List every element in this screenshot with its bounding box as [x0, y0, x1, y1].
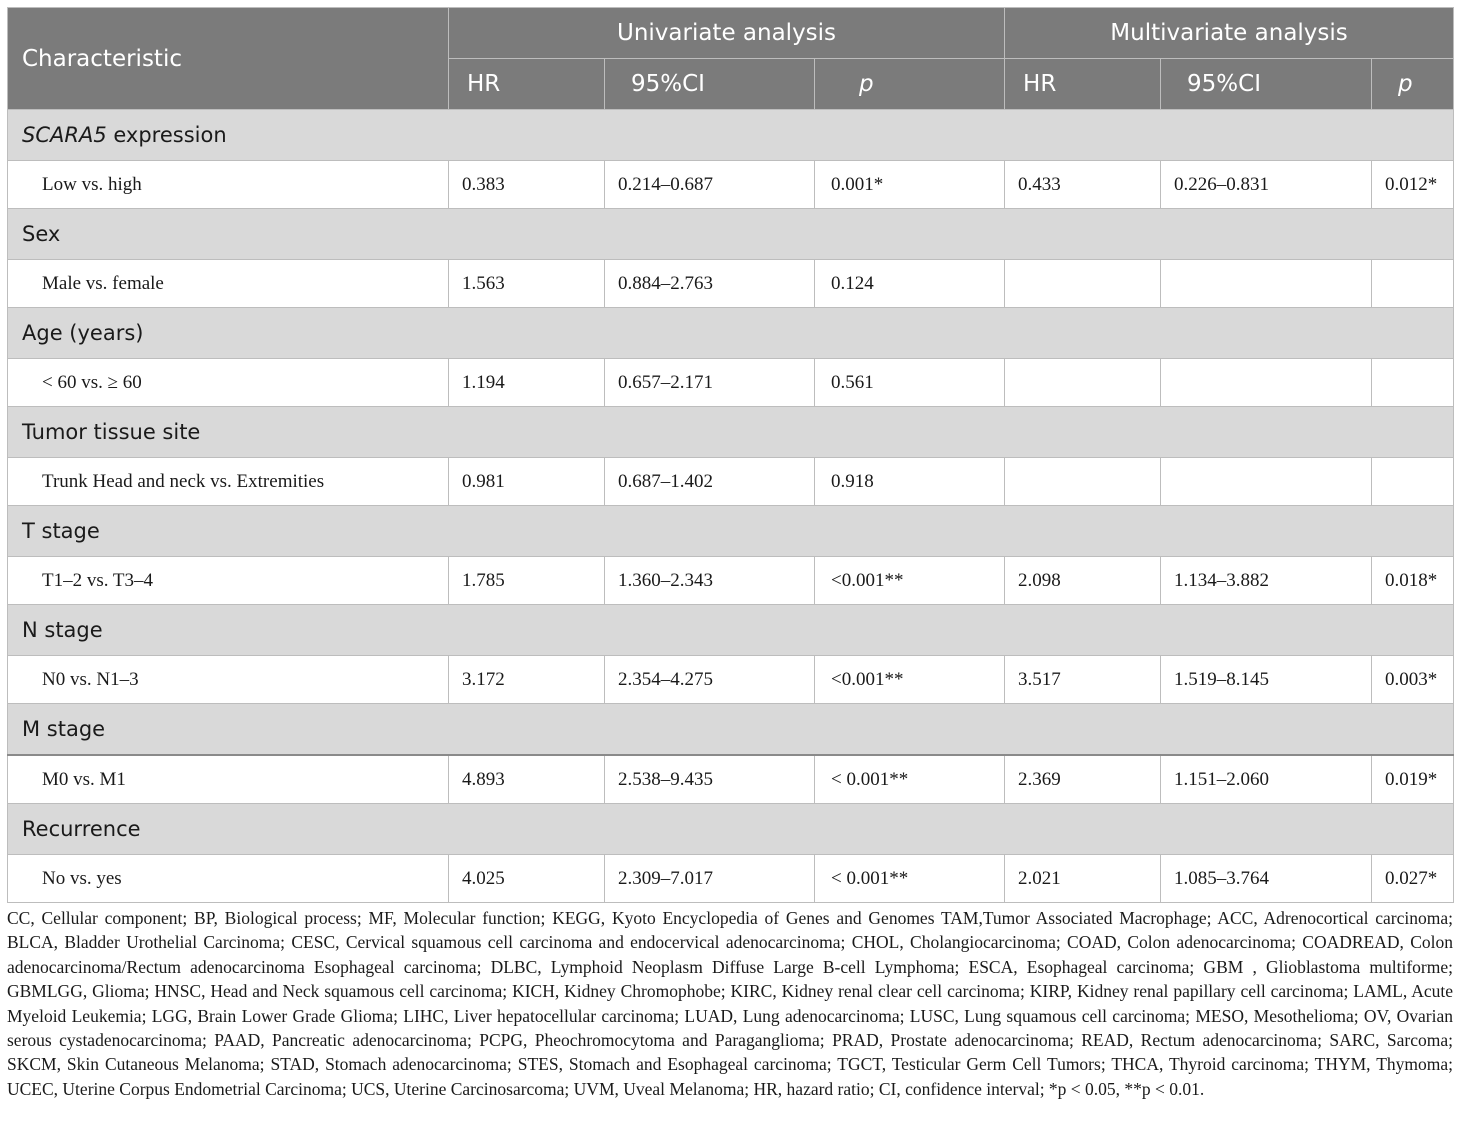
multivariate-p-cell: 0.018*	[1372, 557, 1454, 605]
univariate-p-cell: 0.124	[815, 260, 1005, 308]
univariate-p-cell: 0.918	[815, 458, 1005, 506]
table-body	[8, 110, 1454, 903]
multivariate-ci-cell: 1.085–3.764	[1161, 855, 1372, 903]
multivariate-p-cell	[1372, 458, 1454, 506]
table-row	[8, 557, 1454, 605]
header-multivariate: Multivariate analysis	[1005, 8, 1454, 59]
category-row	[8, 308, 1454, 359]
univariate-hr-cell: 1.563	[449, 260, 605, 308]
multivariate-p-cell	[1372, 359, 1454, 407]
univariate-p-cell: 0.561	[815, 359, 1005, 407]
multivariate-hr-cell: 2.021	[1005, 855, 1161, 903]
category-row	[8, 804, 1454, 855]
row-label: M0 vs. M1	[8, 755, 449, 804]
row-label: N0 vs. N1–3	[8, 656, 449, 704]
header-multivariate-p: p	[1372, 59, 1454, 110]
row-label: < 60 vs. ≥ 60	[8, 359, 449, 407]
header-multivariate-ci: 95%CI	[1161, 59, 1372, 110]
univariate-p-cell: 0.001*	[815, 161, 1005, 209]
univariate-ci-cell: 0.687–1.402	[605, 458, 815, 506]
row-label: T1–2 vs. T3–4	[8, 557, 449, 605]
multivariate-p-cell: 0.003*	[1372, 656, 1454, 704]
category-row	[8, 605, 1454, 656]
univariate-hr-cell: 0.383	[449, 161, 605, 209]
category-age: Age (years)	[8, 308, 1454, 359]
multivariate-hr-cell: 2.098	[1005, 557, 1161, 605]
univariate-ci-cell: 2.309–7.017	[605, 855, 815, 903]
univariate-ci-cell: 0.657–2.171	[605, 359, 815, 407]
table-row	[8, 855, 1454, 903]
category-sex: Sex	[8, 209, 1454, 260]
univariate-ci-cell: 2.354–4.275	[605, 656, 815, 704]
category-n-stage: N stage	[8, 605, 1454, 656]
multivariate-ci-cell	[1161, 260, 1372, 308]
row-label: Male vs. female	[8, 260, 449, 308]
univariate-ci-cell: 2.538–9.435	[605, 755, 815, 804]
cox-regression-table	[7, 7, 1454, 903]
category-m-stage: M stage	[8, 704, 1454, 756]
table-row	[8, 359, 1454, 407]
row-label: Low vs. high	[8, 161, 449, 209]
multivariate-p-cell: 0.027*	[1372, 855, 1454, 903]
multivariate-ci-cell	[1161, 359, 1372, 407]
multivariate-ci-cell: 0.226–0.831	[1161, 161, 1372, 209]
multivariate-hr-cell: 2.369	[1005, 755, 1161, 804]
header-univariate: Univariate analysis	[449, 8, 1005, 59]
multivariate-ci-cell: 1.519–8.145	[1161, 656, 1372, 704]
table-row	[8, 755, 1454, 804]
category-row	[8, 110, 1454, 161]
table-row	[8, 260, 1454, 308]
univariate-ci-cell: 0.884–2.763	[605, 260, 815, 308]
univariate-hr-cell: 1.785	[449, 557, 605, 605]
univariate-p-cell: < 0.001**	[815, 755, 1005, 804]
multivariate-hr-cell	[1005, 359, 1161, 407]
univariate-p-cell: <0.001**	[815, 656, 1005, 704]
results-table-container	[7, 7, 1453, 903]
table-header	[8, 8, 1454, 110]
univariate-hr-cell: 4.025	[449, 855, 605, 903]
multivariate-p-cell: 0.019*	[1372, 755, 1454, 804]
univariate-hr-cell: 3.172	[449, 656, 605, 704]
univariate-p-cell: < 0.001**	[815, 855, 1005, 903]
table-row	[8, 656, 1454, 704]
header-multivariate-hr: HR	[1005, 59, 1161, 110]
multivariate-p-cell	[1372, 260, 1454, 308]
category-label: expression	[113, 123, 227, 147]
category-row	[8, 704, 1454, 756]
category-t-stage: T stage	[8, 506, 1454, 557]
univariate-hr-cell: 1.194	[449, 359, 605, 407]
multivariate-p-cell: 0.012*	[1372, 161, 1454, 209]
multivariate-hr-cell	[1005, 458, 1161, 506]
row-label: Trunk Head and neck vs. Extremities	[8, 458, 449, 506]
header-univariate-ci: 95%CI	[605, 59, 815, 110]
table-row	[8, 458, 1454, 506]
category-row	[8, 209, 1454, 260]
univariate-ci-cell: 1.360–2.343	[605, 557, 815, 605]
multivariate-hr-cell	[1005, 260, 1161, 308]
table-row	[8, 161, 1454, 209]
multivariate-hr-cell: 0.433	[1005, 161, 1161, 209]
category-row	[8, 407, 1454, 458]
gene-name: SCARA5	[22, 123, 107, 147]
univariate-p-cell: <0.001**	[815, 557, 1005, 605]
univariate-hr-cell: 0.981	[449, 458, 605, 506]
category-recurrence: Recurrence	[8, 804, 1454, 855]
multivariate-ci-cell: 1.134–3.882	[1161, 557, 1372, 605]
univariate-hr-cell: 4.893	[449, 755, 605, 804]
header-univariate-hr: HR	[449, 59, 605, 110]
category-row	[8, 506, 1454, 557]
multivariate-ci-cell	[1161, 458, 1372, 506]
table-footnote: CC, Cellular component; BP, Biological process; MF, Molecular function; KEGG, Kyoto Encyclopedia of Genes and Genomes TAM,Tumor Associated Macrophage; ACC, Adrenocortical carcinoma; BLCA, Bladder Urothelial Carcinoma; CESC, Cervical squamous cell carcinoma and endocervical adenocarcinoma; CHOL, Cholangiocarcinoma; COAD, Colon adenocarcinoma; COADREAD, Colon adenocarcinoma/Rectum adenocarcinoma Esophageal carcinoma; DLBC, Lymphoid Neoplasm Diffuse Large B-cell Lymphoma; ESCA, Esophageal carcinoma; GBM , Glioblastoma multiforme; GBMLGG, Glioma; HNSC, Head and Neck squamous cell carcinoma; KICH, Kidney Chromophobe; KIRC, Kidney renal clear cell carcinoma; KIRP, Kidney renal papillary cell carcinoma; LAML, Acute Myeloid Leukemia; LGG, Brain Lower Grade Glioma; LIHC, Liver hepatocellular carcinoma; LUAD, Lung adenocarcinoma; LUSC, Lung squamous cell carcinoma; MESO, Mesothelioma; OV, Ovarian serous cystadenocarcinoma; PAAD, Pancreatic adenocarcinoma; PCPG, Pheochromocytoma and Paraganglioma; PRAD, Prostate adenocarcinoma; READ, Rectum adenocarcinoma; SARC, Sarcoma; SKCM, Skin Cutaneous Melanoma; STAD, Stomach adenocarcinoma; STES, Stomach and Esophageal carcinoma; TGCT, Testicular Germ Cell Tumors; THCA, Thyroid carcinoma; THYM, Thymoma; UCEC, Uterine Corpus Endometrial Carcinoma; UCS, Uterine Carcinosarcoma; UVM, Uveal Melanoma; HR, hazard ratio; CI, confidence interval; *p < 0.05, **p < 0.01.	[7, 908, 1453, 1099]
multivariate-hr-cell: 3.517	[1005, 656, 1161, 704]
category-tumor-tissue-site: Tumor tissue site	[8, 407, 1454, 458]
multivariate-ci-cell: 1.151–2.060	[1161, 755, 1372, 804]
header-characteristic: Characteristic	[8, 8, 449, 110]
category-scara5-expression	[8, 110, 1454, 161]
row-label: No vs. yes	[8, 855, 449, 903]
header-univariate-p: p	[815, 59, 1005, 110]
univariate-ci-cell: 0.214–0.687	[605, 161, 815, 209]
